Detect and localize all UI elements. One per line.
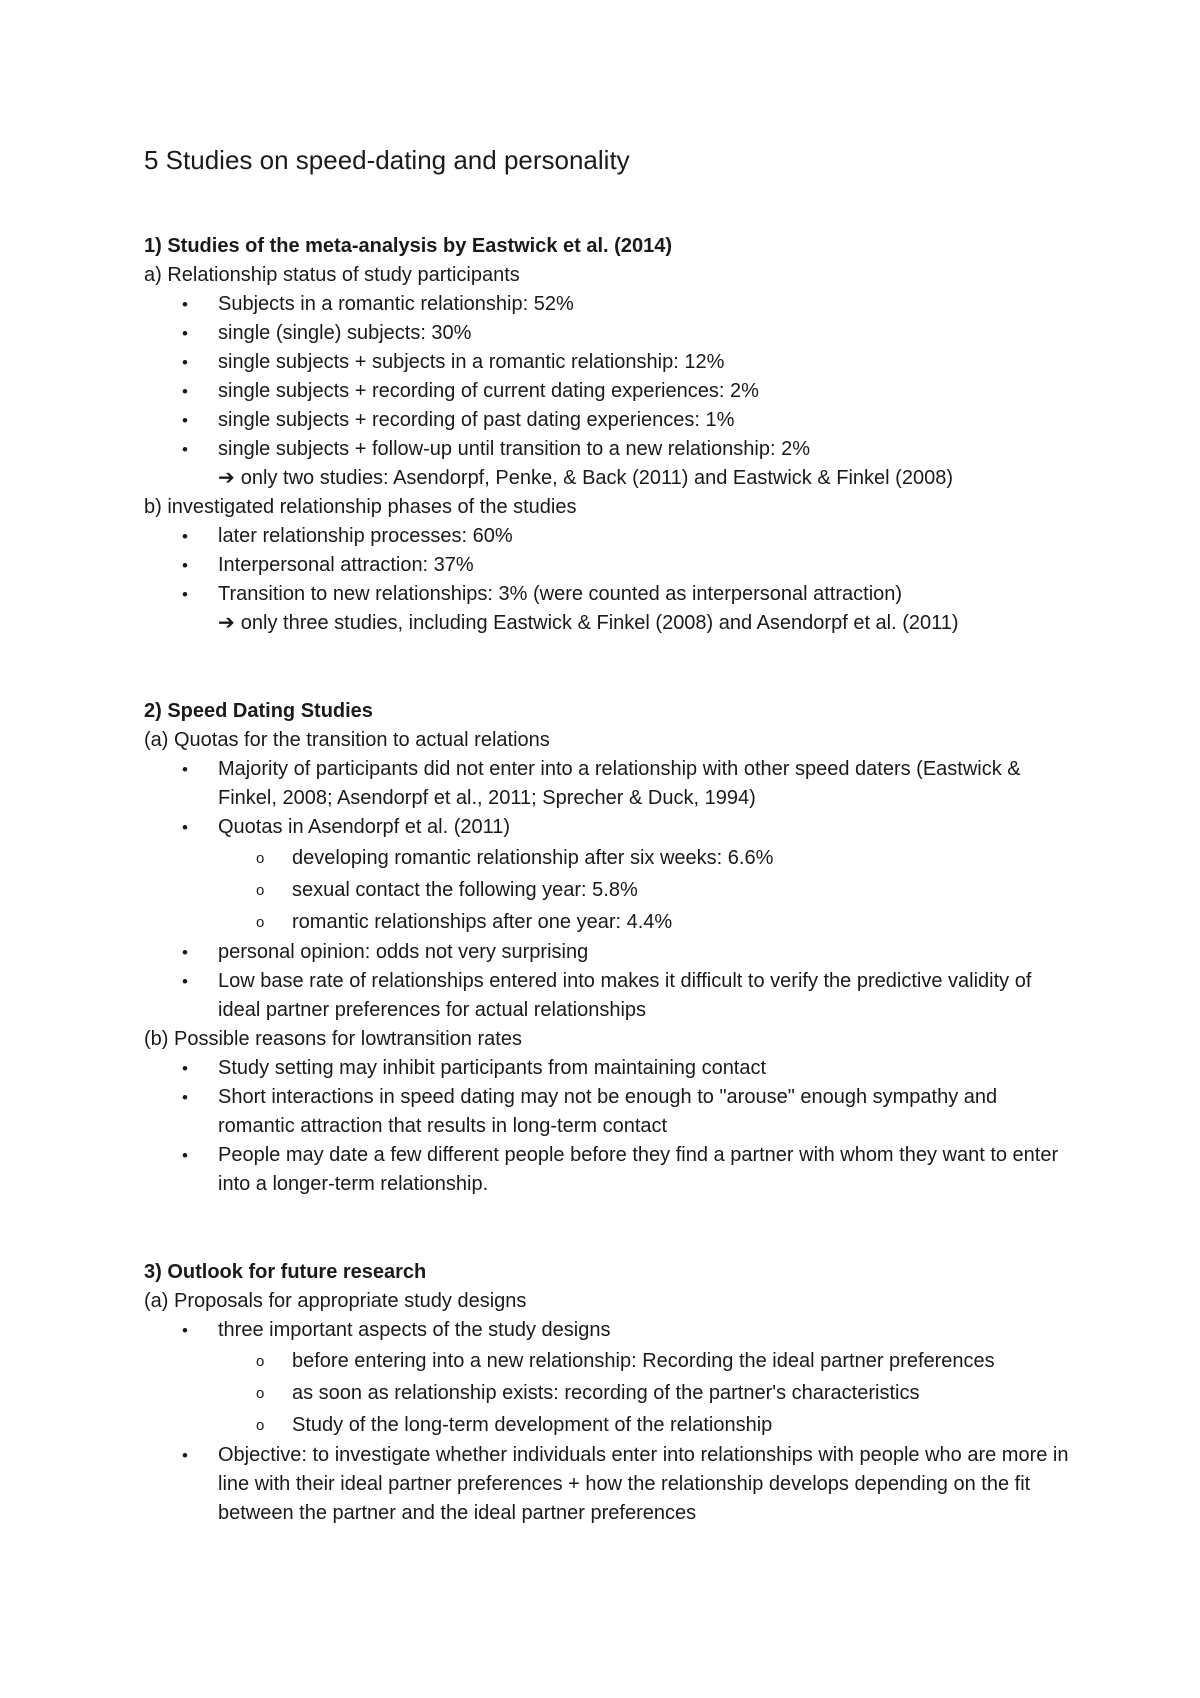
page-title: 5 Studies on speed-dating and personality bbox=[144, 145, 630, 175]
bullet-icon: • bbox=[182, 760, 188, 779]
list-item-text: Objective: to investigate whether individuals enter into relationships with people who are more in line with their ideal partner preferences + how the relationship develops depending on the fit between the partner and the ideal partner preferences bbox=[218, 1444, 1069, 1524]
sub-bullet-list bbox=[218, 1345, 1074, 1441]
bullet-icon: • bbox=[182, 353, 188, 372]
list-item-text: Short interactions in speed dating may not be enough to "arouse" enough sympathy and romantic attraction that results in long-term contact bbox=[218, 1086, 998, 1137]
list-item bbox=[144, 1083, 1074, 1141]
arrow-right-icon: ➔ bbox=[218, 612, 235, 634]
section-meta-analysis bbox=[144, 232, 1074, 638]
bullet-icon: • bbox=[182, 440, 188, 459]
sub-heading: b) investigated relationship phases of the studies bbox=[144, 496, 577, 518]
arrow-note-text: only two studies: Asendorpf, Penke, & Back (2011) and Eastwick & Finkel (2008) bbox=[240, 467, 953, 489]
sub-list-item bbox=[218, 842, 1074, 874]
list-item-text: single subjects + follow-up until transition to a new relationship: 2% bbox=[218, 438, 810, 460]
bullet-icon: • bbox=[182, 556, 188, 575]
list-item-text: Interpersonal attraction: 37% bbox=[218, 554, 474, 576]
list-item bbox=[144, 1316, 1074, 1441]
sub-list-item-text: sexual contact the following year: 5.8% bbox=[292, 879, 638, 901]
bullet-icon: • bbox=[182, 1446, 188, 1465]
list-item bbox=[144, 967, 1074, 1025]
bullet-icon: • bbox=[182, 527, 188, 546]
list-item bbox=[144, 377, 1074, 406]
sub-list-item-text: romantic relationships after one year: 4.4% bbox=[292, 911, 673, 933]
bullet-icon: • bbox=[182, 382, 188, 401]
bullet-icon: • bbox=[182, 1088, 188, 1107]
list-item bbox=[144, 551, 1074, 580]
bullet-icon: • bbox=[182, 818, 188, 837]
bullet-icon: • bbox=[182, 1146, 188, 1165]
sub-list-item bbox=[218, 906, 1074, 938]
arrow-note bbox=[144, 609, 1074, 638]
section-outlook bbox=[144, 1258, 1074, 1528]
list-item bbox=[144, 938, 1074, 967]
list-item bbox=[144, 1441, 1074, 1528]
section-heading: 2) Speed Dating Studies bbox=[144, 700, 373, 722]
list-item bbox=[144, 813, 1074, 938]
circle-bullet-icon: o bbox=[256, 850, 265, 867]
circle-bullet-icon: o bbox=[256, 1385, 265, 1402]
sub-bullet-list bbox=[218, 842, 1074, 938]
bullet-list bbox=[144, 290, 1074, 464]
sub-list-item-text: before entering into a new relationship: Recording the ideal partner preferences bbox=[292, 1350, 995, 1372]
section-heading: 3) Outlook for future research bbox=[144, 1261, 427, 1283]
bullet-icon: • bbox=[182, 585, 188, 604]
list-item-text: later relationship processes: 60% bbox=[218, 525, 513, 547]
circle-bullet-icon: o bbox=[256, 1353, 265, 1370]
sub-heading: (b) Possible reasons for lowtransition rates bbox=[144, 1028, 522, 1050]
document-page bbox=[144, 140, 1074, 1528]
list-item bbox=[144, 435, 1074, 464]
circle-bullet-icon: o bbox=[256, 914, 265, 931]
circle-bullet-icon: o bbox=[256, 882, 265, 899]
list-item-text: Subjects in a romantic relationship: 52% bbox=[218, 293, 574, 315]
list-item-text: single (single) subjects: 30% bbox=[218, 322, 472, 344]
list-item-text: single subjects + recording of past dating experiences: 1% bbox=[218, 409, 735, 431]
sub-heading: (a) Proposals for appropriate study designs bbox=[144, 1290, 527, 1312]
sub-list-item bbox=[218, 1377, 1074, 1409]
list-item-text: single subjects + recording of current dating experiences: 2% bbox=[218, 380, 759, 402]
arrow-right-icon: ➔ bbox=[218, 467, 235, 489]
list-item-text: People may date a few different people before they find a partner with whom they want to enter into a longer-term relationship. bbox=[218, 1144, 1059, 1195]
list-item-text: three important aspects of the study designs bbox=[218, 1319, 611, 1341]
bullet-list bbox=[144, 1054, 1074, 1199]
circle-bullet-icon: o bbox=[256, 1417, 265, 1434]
list-item bbox=[144, 1054, 1074, 1083]
list-item-text: single subjects + subjects in a romantic relationship: 12% bbox=[218, 351, 725, 373]
sub-list-item-text: Study of the long-term development of the relationship bbox=[292, 1414, 773, 1436]
sub-list-item-text: as soon as relationship exists: recording of the partner's characteristics bbox=[292, 1382, 920, 1404]
arrow-note bbox=[144, 464, 1074, 493]
list-item-text: personal opinion: odds not very surprising bbox=[218, 941, 589, 963]
list-item-text: Low base rate of relationships entered into makes it difficult to verify the predictive validity of ideal partner preferences for actual relationships bbox=[218, 970, 1032, 1021]
bullet-icon: • bbox=[182, 295, 188, 314]
section-speed-dating bbox=[144, 697, 1074, 1199]
bullet-icon: • bbox=[182, 1321, 188, 1340]
bullet-list bbox=[144, 1316, 1074, 1528]
list-item bbox=[144, 290, 1074, 319]
list-item-text: Transition to new relationships: 3% (were counted as interpersonal attraction) bbox=[218, 583, 903, 605]
list-item-text: Study setting may inhibit participants from maintaining contact bbox=[218, 1057, 767, 1079]
bullet-icon: • bbox=[182, 1059, 188, 1078]
list-item bbox=[144, 406, 1074, 435]
sub-list-item-text: developing romantic relationship after six weeks: 6.6% bbox=[292, 847, 774, 869]
sub-list-item bbox=[218, 874, 1074, 906]
section-heading: 1) Studies of the meta-analysis by Eastwick et al. (2014) bbox=[144, 235, 672, 257]
sub-list-item bbox=[218, 1345, 1074, 1377]
list-item bbox=[144, 348, 1074, 377]
bullet-icon: • bbox=[182, 324, 188, 343]
bullet-icon: • bbox=[182, 411, 188, 430]
bullet-list bbox=[144, 755, 1074, 1025]
list-item bbox=[144, 522, 1074, 551]
list-item bbox=[144, 755, 1074, 813]
arrow-note-text: only three studies, including Eastwick & Finkel (2008) and Asendorpf et al. (2011) bbox=[240, 612, 959, 634]
sub-heading: (a) Quotas for the transition to actual relations bbox=[144, 729, 550, 751]
list-item bbox=[144, 319, 1074, 348]
list-item-text: Quotas in Asendorpf et al. (2011) bbox=[218, 816, 511, 838]
list-item-text: Majority of participants did not enter into a relationship with other speed daters (Eastwick & Finkel, 2008; Asendorpf et al., 2011; Sprecher & Duck, 1994) bbox=[218, 758, 1021, 809]
bullet-icon: • bbox=[182, 943, 188, 962]
sub-list-item bbox=[218, 1409, 1074, 1441]
list-item bbox=[144, 1141, 1074, 1199]
sub-heading: a) Relationship status of study participants bbox=[144, 264, 520, 286]
bullet-icon: • bbox=[182, 972, 188, 991]
list-item bbox=[144, 580, 1074, 609]
bullet-list bbox=[144, 522, 1074, 609]
